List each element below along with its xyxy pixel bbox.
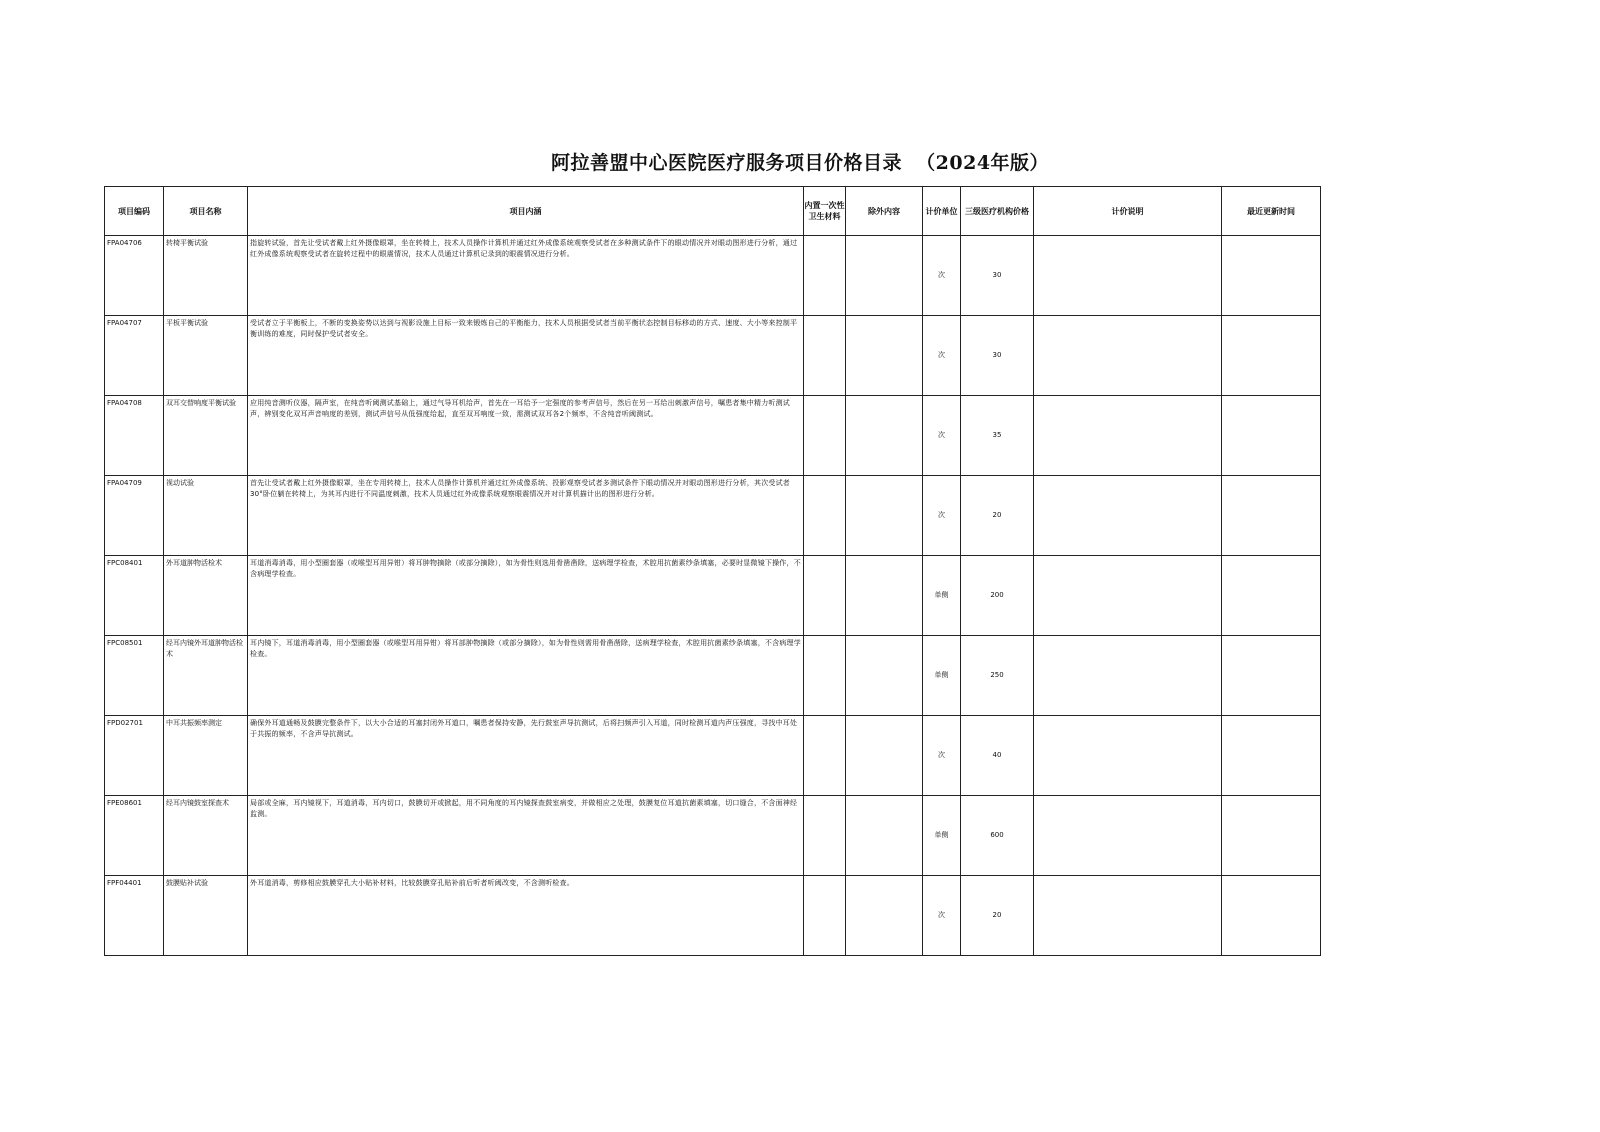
- item-price: 20: [961, 476, 1034, 556]
- item-price: 30: [961, 316, 1034, 396]
- header-note: 计价说明: [1034, 187, 1222, 236]
- table-row: [105, 876, 1321, 956]
- item-exclusion: [846, 316, 923, 396]
- item-price: 30: [961, 236, 1034, 316]
- item-material: [804, 236, 846, 316]
- item-note: [1034, 476, 1222, 556]
- header-exclusion: 除外内容: [846, 187, 923, 236]
- item-price: 40: [961, 716, 1034, 796]
- item-updated: [1222, 716, 1321, 796]
- item-unit: 次: [923, 876, 961, 956]
- item-note: [1034, 396, 1222, 476]
- item-code: FPC08501: [105, 636, 164, 716]
- item-note: [1034, 796, 1222, 876]
- item-price: 200: [961, 556, 1034, 636]
- item-name: 鼓膜贴补试验: [164, 876, 248, 956]
- item-name: 外耳道肿物活检术: [164, 556, 248, 636]
- item-code: FPA04709: [105, 476, 164, 556]
- document-title: 阿拉善盟中心医院医疗服务项目价格目录 （2024年版）: [550, 152, 1050, 174]
- item-note: [1034, 716, 1222, 796]
- item-unit: 次: [923, 236, 961, 316]
- item-exclusion: [846, 796, 923, 876]
- item-updated: [1222, 876, 1321, 956]
- item-content: 应用纯音测听仪器，隔声室，在纯音听阈测试基础上，通过气导耳机给声，首先在一耳给予一定强度的参考声信号，然后在另一耳给出刺激声信号，嘱患者集中精力听测试声，辨别变化双耳声音响度的差别，测试声信号从低强度给起，直至双耳响度一致，需测试双耳各2个频率，不含纯音听阈测试。: [248, 396, 804, 476]
- item-updated: [1222, 796, 1321, 876]
- item-material: [804, 316, 846, 396]
- item-updated: [1222, 636, 1321, 716]
- item-content: 确保外耳道通畅及鼓膜完整条件下，以大小合适的耳塞封闭外耳道口，嘱患者保持安静，先行鼓室声导抗测试，后将扫频声引入耳道，同时检测耳道内声压强度，寻找中耳处于共振的频率，不含声导抗测试。: [248, 716, 804, 796]
- item-unit: 次: [923, 716, 961, 796]
- item-unit: 单侧: [923, 556, 961, 636]
- item-price: 20: [961, 876, 1034, 956]
- item-updated: [1222, 476, 1321, 556]
- item-material: [804, 876, 846, 956]
- table-row: [105, 236, 1321, 316]
- item-price: 600: [961, 796, 1034, 876]
- item-content: 受试者立于平衡板上，不断的变换姿势以达到与视影设施上目标一致来锻炼自己的平衡能力，技术人员根据受试者当前平衡状态控制目标移动的方式、速度、大小等来控制平衡训练的难度，同时保护受试者安全。: [248, 316, 804, 396]
- item-material: [804, 716, 846, 796]
- item-name: 转椅平衡试验: [164, 236, 248, 316]
- item-code: FPE08601: [105, 796, 164, 876]
- item-price: 250: [961, 636, 1034, 716]
- item-unit: 单侧: [923, 636, 961, 716]
- table-row: [105, 796, 1321, 876]
- table-row: [105, 316, 1321, 396]
- item-name: 双耳交替响度平衡试验: [164, 396, 248, 476]
- item-exclusion: [846, 476, 923, 556]
- item-code: FPF04401: [105, 876, 164, 956]
- item-exclusion: [846, 556, 923, 636]
- item-note: [1034, 316, 1222, 396]
- item-code: FPC08401: [105, 556, 164, 636]
- item-unit: 次: [923, 316, 961, 396]
- header-content: 项目内涵: [248, 187, 804, 236]
- item-code: FPA04708: [105, 396, 164, 476]
- header-price: 三级医疗机构价格: [961, 187, 1034, 236]
- item-material: [804, 556, 846, 636]
- item-updated: [1222, 316, 1321, 396]
- item-content: 局部或全麻，耳内镜视下，耳道消毒，耳内切口，鼓膜切开或掀起，用不同角度的耳内镜探查鼓室病变，并做相应之处理，鼓膜复位耳道抗菌素填塞，切口缝合，不含面神经监测。: [248, 796, 804, 876]
- header-unit: 计价单位: [923, 187, 961, 236]
- item-material: [804, 796, 846, 876]
- header-material: 内置一次性卫生材料: [804, 187, 846, 236]
- item-exclusion: [846, 876, 923, 956]
- item-exclusion: [846, 636, 923, 716]
- item-name: 经耳内镜鼓室探查术: [164, 796, 248, 876]
- item-updated: [1222, 396, 1321, 476]
- item-code: FPA04707: [105, 316, 164, 396]
- item-content: 耳道消毒消毒，用小型圈套器（或喉型耳用异钳）将耳肿物摘除（或部分摘除），如为骨性则选用骨凿凿除，送病理学检查，术腔用抗菌素纱条填塞，必要时显微镜下操作，不含病理学检查。: [248, 556, 804, 636]
- table-row: [105, 556, 1321, 636]
- table-row: [105, 716, 1321, 796]
- item-content: 耳内镜下，耳道消毒消毒，用小型圈套器（或喉型耳用异钳）将耳部肿物摘除（或部分摘除），如为骨性则需用骨凿凿除，送病理学检查，术腔用抗菌素纱条填塞，不含病理学检查。: [248, 636, 804, 716]
- item-content: 指旋转试验，首先让受试者戴上红外摄像眼罩，坐在转椅上，技术人员操作计算机并通过红外成像系统观察受试者在多种测试条件下的眼动情况并对眼动图形进行分析，通过红外成像系统观察受试者在旋转过程中的眼震情况，技术人员通过计算机记录到的眼震情况进行分析。: [248, 236, 804, 316]
- item-updated: [1222, 556, 1321, 636]
- item-unit: 次: [923, 476, 961, 556]
- item-exclusion: [846, 396, 923, 476]
- item-content: 首先让受试者戴上红外摄像眼罩，坐在专用转椅上，技术人员操作计算机并通过红外成像系统、投影观察受试者多测试条件下眼动情况并对眼动图形进行分析，其次受试者30°卧位躺在转椅上，为其耳内进行不同温度刺激，技术人员通过红外成像系统观察眼震情况并对计算机描计出的图形进行分析。: [248, 476, 804, 556]
- table-row: [105, 476, 1321, 556]
- header-row: [105, 187, 1321, 236]
- item-name: 平板平衡试验: [164, 316, 248, 396]
- header-updated: 最近更新时间: [1222, 187, 1321, 236]
- item-exclusion: [846, 716, 923, 796]
- table-row: [105, 636, 1321, 716]
- table-row: [105, 396, 1321, 476]
- item-material: [804, 396, 846, 476]
- item-name: 中耳共振频率测定: [164, 716, 248, 796]
- item-name: 视动试验: [164, 476, 248, 556]
- item-unit: 单侧: [923, 796, 961, 876]
- item-material: [804, 476, 846, 556]
- item-note: [1034, 236, 1222, 316]
- item-note: [1034, 636, 1222, 716]
- item-note: [1034, 556, 1222, 636]
- item-name: 经耳内镜外耳道肿物活检术: [164, 636, 248, 716]
- header-code: 项目编码: [105, 187, 164, 236]
- item-unit: 次: [923, 396, 961, 476]
- header-name: 项目名称: [164, 187, 248, 236]
- item-exclusion: [846, 236, 923, 316]
- item-price: 35: [961, 396, 1034, 476]
- item-code: FPA04706: [105, 236, 164, 316]
- item-code: FPD02701: [105, 716, 164, 796]
- item-material: [804, 636, 846, 716]
- price-table: [104, 186, 1321, 956]
- item-note: [1034, 876, 1222, 956]
- item-content: 外耳道消毒，剪修相应鼓膜穿孔大小贴补材料，比较鼓膜穿孔贴补前后听者听阈改变，不含测听检查。: [248, 876, 804, 956]
- item-updated: [1222, 236, 1321, 316]
